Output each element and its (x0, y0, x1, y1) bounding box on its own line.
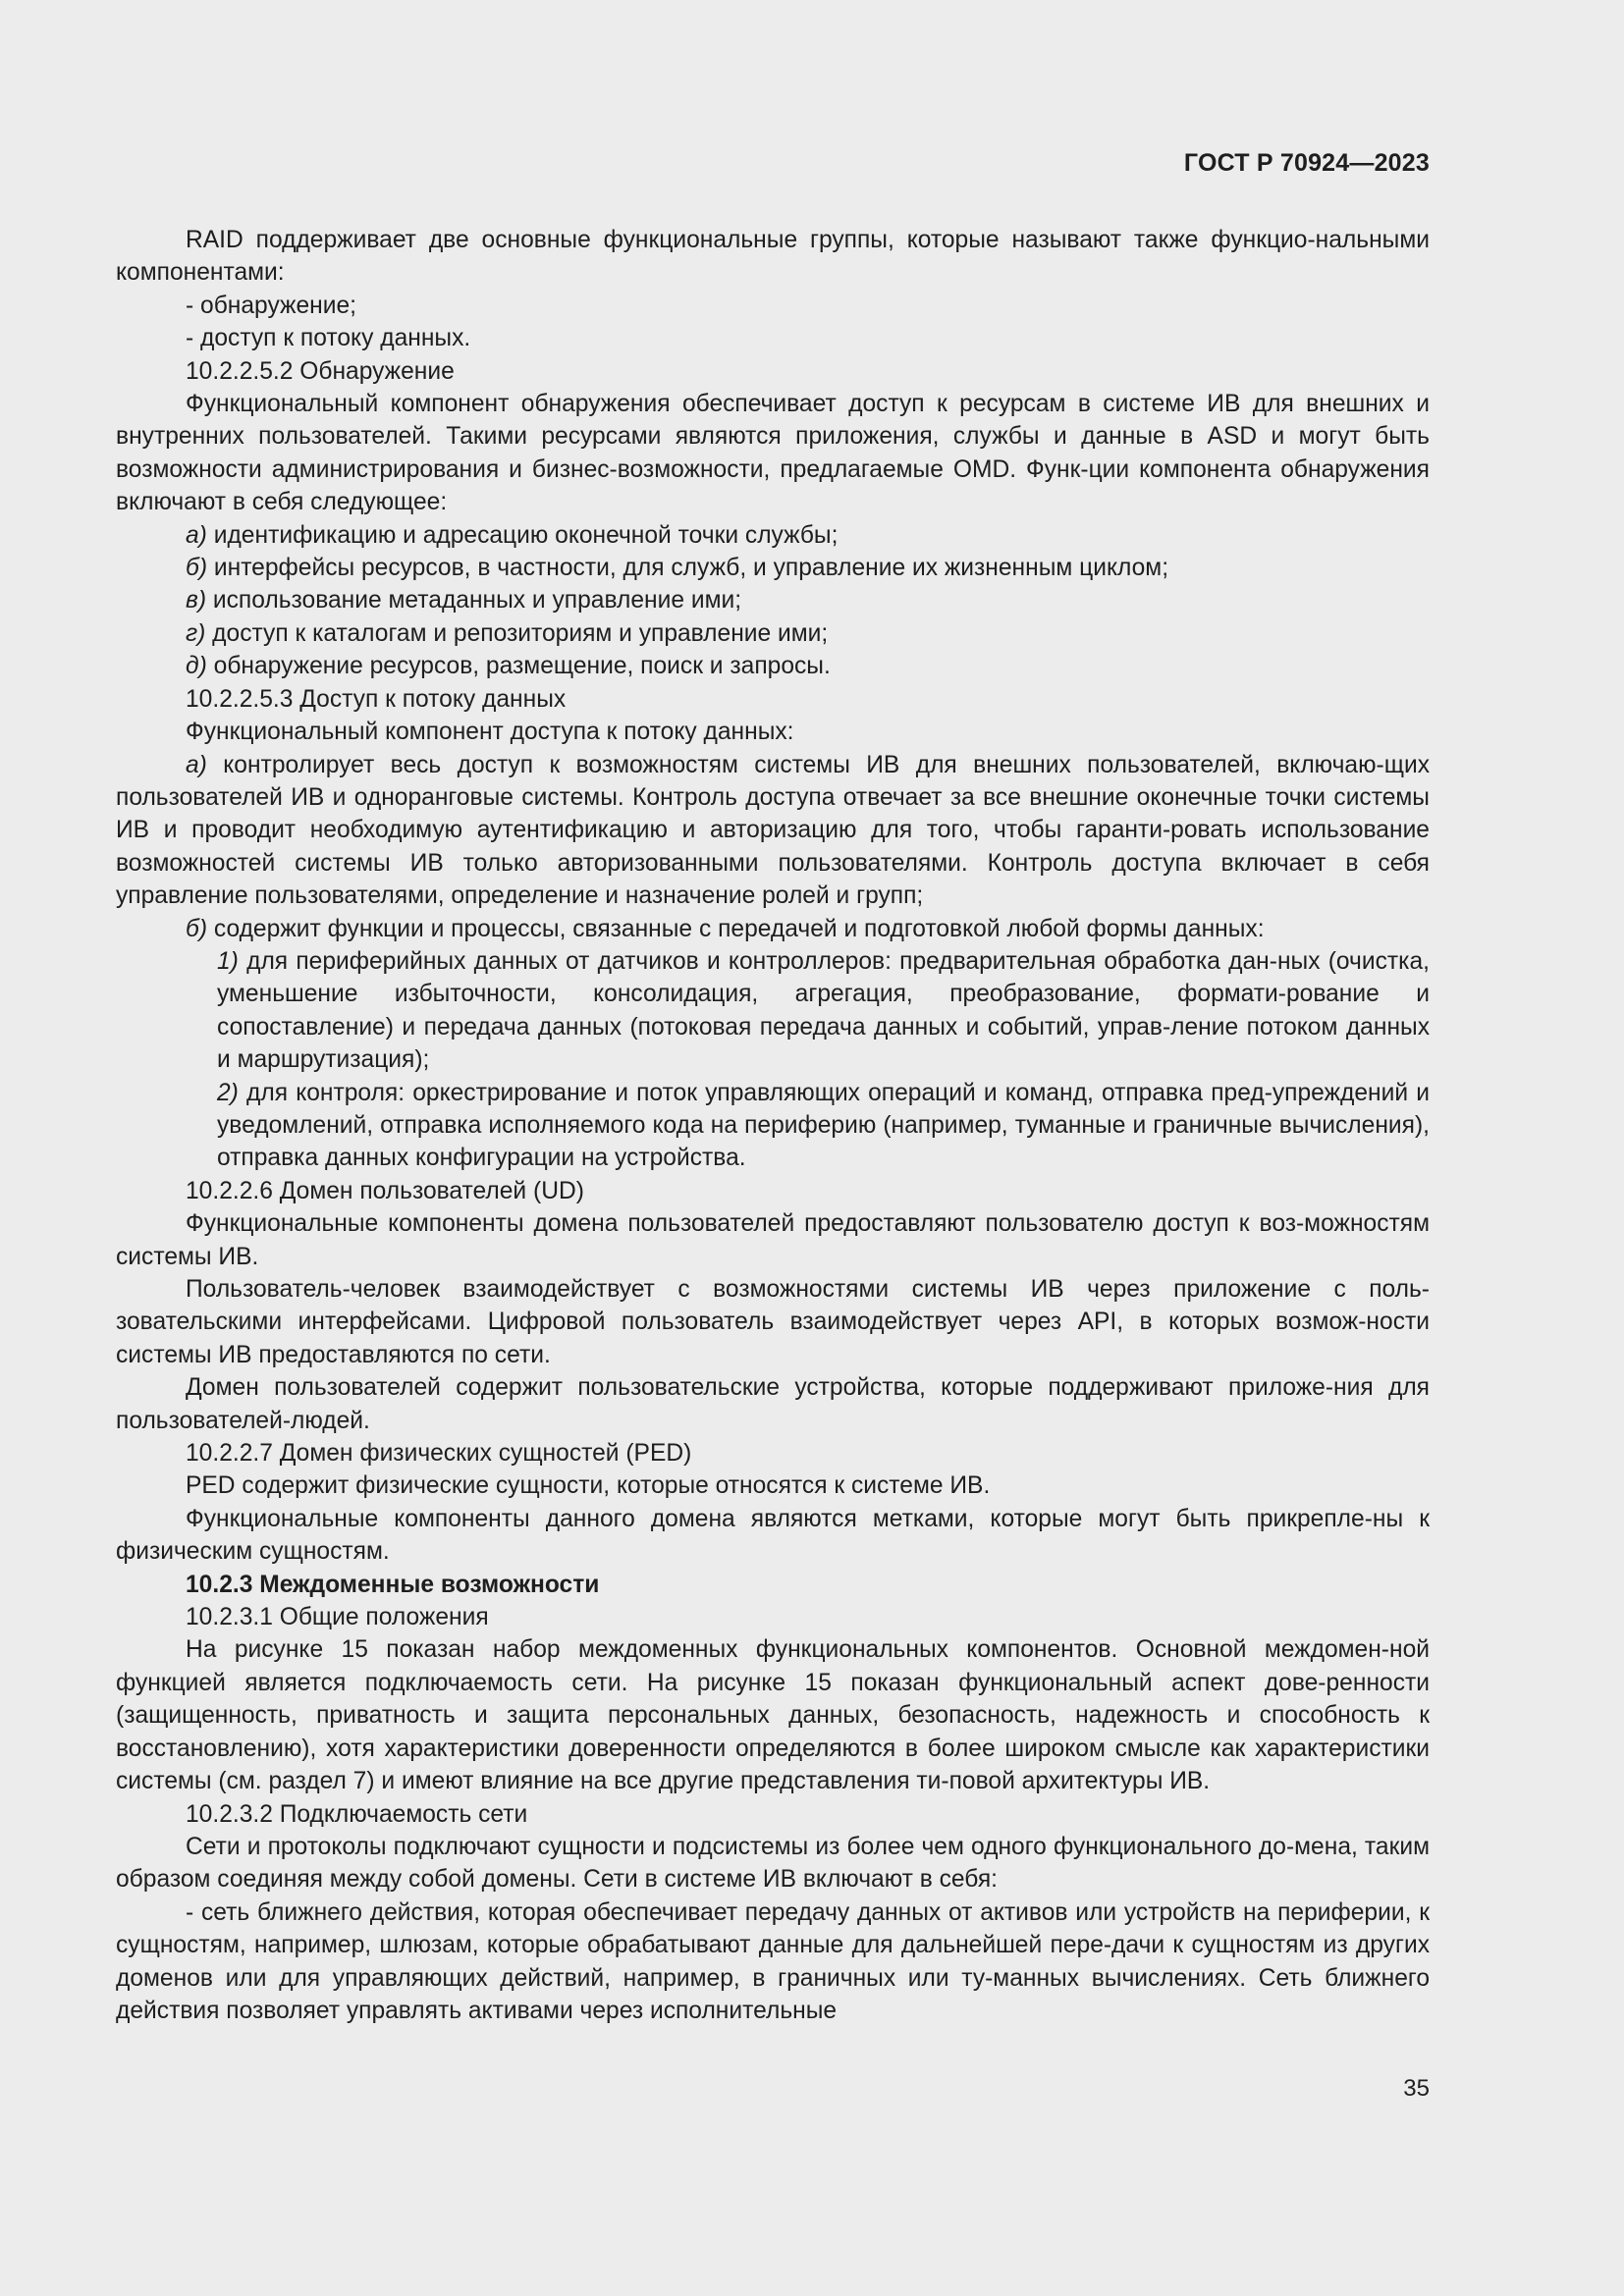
list-marker: а) (186, 751, 207, 778)
list-item (116, 584, 1430, 616)
list-marker: г) (186, 619, 206, 647)
list-item-text: интерфейсы ресурсов, в частности, для служб, и управление их жизненным циклом; (213, 555, 1169, 582)
list-marker: б) (186, 555, 208, 582)
list-item (116, 617, 1430, 650)
page-body (116, 224, 1430, 2027)
section-heading: 10.2.2.7 Домен физических сущностей (PED) (186, 1440, 692, 1468)
paragraph: На рисунке 15 показан набор междоменных функциональных компонентов. Основной междомен-ной функцией является подключаемость сети. На рисунке 15 показан функциональный аспект дове-ренности (защищенность, приватность и защита персональных данных, безопасность, надежность и способность к восстановлению), хотя характеристики доверенности определяются в более широком смысле как характеристики системы (см. раздел 7) и имеют влияние на все другие представления ти-повой архитектуры ИВ. (116, 1636, 1430, 1795)
paragraph: Домен пользователей содержит пользовательские устройства, которые поддерживают приложе-ния для пользователей-людей. (116, 1374, 1430, 1434)
list-item-text: содержит функции и процессы, связанные с передачей и подготовкой любой формы данных: (213, 915, 1265, 942)
page-number: 35 (1403, 2075, 1430, 2102)
paragraph: PED содержит физические сущности, которые относятся к системе ИВ. (186, 1472, 991, 1500)
list-item-text: доступ к каталогам и репозиториям и управление ими; (212, 619, 829, 647)
paragraph: - сеть ближнего действия, которая обеспечивает передачу данных от активов или устройств на периферии, к сущностям, например, шлюзам, которые обрабатывают данные для дальнейшей пере-дачи к сущностям из других доменов или для управляющих действий, например, в граничных или ту-манных вычислениях. Сеть ближнего действия позволяет управлять активами через исполнительные (116, 1898, 1430, 2024)
list-item-text: для периферийных данных от датчиков и контроллеров: предварительная обработка дан-ных (очистка, уменьшение избыточности, консолидация, агрегация, преобразование, формати-рование и сопоставление) и передача данных (потоковая передача данных и событий, управ-ление потоком данных и маршрутизация); (217, 947, 1430, 1074)
list-item-text: использование метаданных и управление ими; (212, 587, 742, 614)
section-heading: 10.2.3.2 Подключаемость сети (186, 1800, 528, 1828)
section-heading-bold: 10.2.3 Междоменные возможности (186, 1571, 600, 1598)
list-item-text: идентификацию и адресацию оконечной точки службы; (213, 521, 839, 549)
list-marker: в) (186, 587, 207, 614)
list-item (116, 749, 1430, 913)
list-marker: 2) (217, 1079, 239, 1106)
list-item (116, 913, 1430, 945)
sub-list-item (116, 945, 1430, 1077)
paragraph: Функциональные компоненты данного домена являются метками, которые могут быть прикрепле-ны к физическим сущностям. (116, 1505, 1430, 1566)
paragraph: Функциональный компонент доступа к потоку данных: (186, 719, 794, 746)
section-heading: 10.2.2.5.3 Доступ к потоку данных (186, 685, 567, 713)
list-item-text: для контроля: оркестрирование и поток управляющих операций и команд, отправка пред-упреждений и уведомлений, отправка исполняемого кода на периферию (например, туманные и граничные вычисления), отправка данных конфигурации на устройства. (217, 1079, 1430, 1172)
section-heading: 10.2.2.5.2 Обнаружение (186, 357, 455, 385)
section-heading: 10.2.3.1 Общие положения (186, 1604, 489, 1631)
paragraph: Функциональный компонент обнаружения обеспечивает доступ к ресурсам в системе ИВ для внешних и внутренних пользователей. Такими ресурсами являются приложения, службы и данные в ASD и могут быть возможности администрирования и бизнес-возможности, предлагаемые OMD. Функ-ции компонента обнаружения включают в себя следующее: (116, 391, 1430, 516)
document-header: ГОСТ Р 70924—2023 (1183, 149, 1430, 177)
list-marker: а) (186, 521, 207, 549)
sub-list-item (116, 1077, 1430, 1175)
paragraph: Функциональные компоненты домена пользователей предоставляют пользователю доступ к воз-можностям системы ИВ. (116, 1210, 1430, 1270)
paragraph: Пользователь-человек взаимодействует с возможностями системы ИВ через приложение с поль-зовательскими интерфейсами. Цифровой пользователь взаимодействует через API, в которых возмож-ности системы ИВ предоставляются по сети. (116, 1276, 1430, 1368)
list-item-text: контролирует весь доступ к возможностям системы ИВ для внешних пользователей, включаю-щих пользователей ИВ и одноранговые системы. Контроль доступа отвечает за все внешние оконечные точки системы ИВ и проводит необходимую аутентификацию и авторизацию для того, чтобы гаранти-ровать использование возможностей системы ИВ только авторизованными пользователями. Контроль доступа включает в себя управление пользователями, определение и назначение ролей и групп; (116, 751, 1430, 910)
section-heading: 10.2.2.6 Домен пользователей (UD) (186, 1177, 584, 1204)
list-marker: д) (186, 653, 207, 680)
list-marker: б) (186, 915, 208, 942)
list-item (116, 552, 1430, 584)
list-item-text: обнаружение ресурсов, размещение, поиск и запросы. (213, 653, 831, 680)
list-item: - доступ к потоку данных. (186, 325, 471, 352)
list-item (116, 519, 1430, 552)
list-item: - обнаружение; (186, 292, 356, 319)
list-marker: 1) (217, 947, 239, 975)
list-item (116, 650, 1430, 682)
paragraph: RAID поддерживает две основные функциональные группы, которые называют также функцио-нальными компонентами: (116, 227, 1430, 287)
paragraph: Сети и протоколы подключают сущности и подсистемы из более чем одного функционального до-мена, таким образом соединяя между собой домены. Сети в системе ИВ включают в себя: (116, 1833, 1430, 1894)
